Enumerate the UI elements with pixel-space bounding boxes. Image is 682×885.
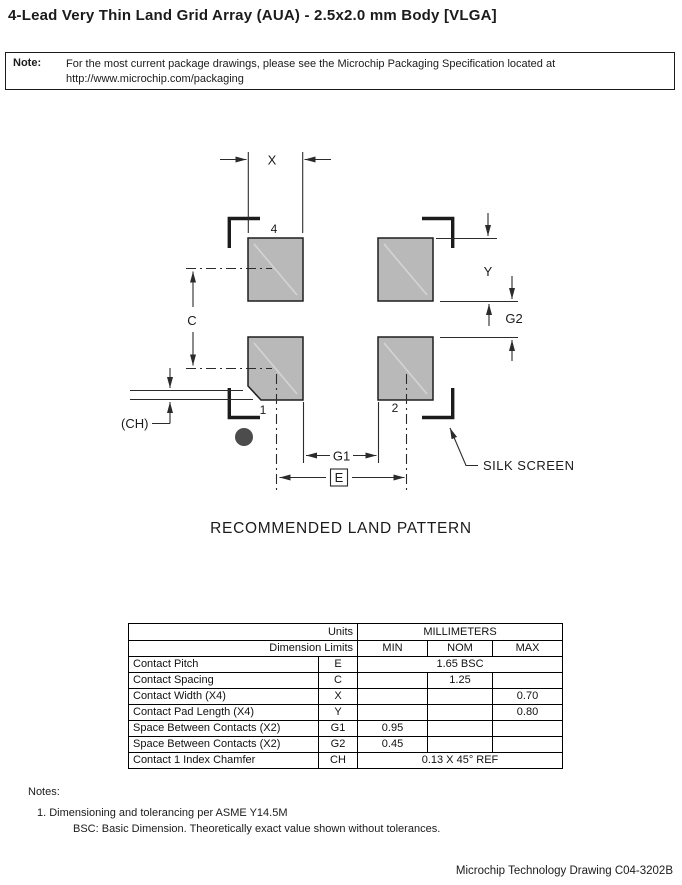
dimension-ch	[121, 368, 253, 431]
dim-symbol-cell: C	[319, 673, 358, 689]
notes-heading: Notes:	[28, 786, 60, 798]
units-value-cell: MILLIMETERS	[358, 624, 563, 641]
pin-2-label: 2	[391, 401, 399, 415]
note-line-2: http://www.microchip.com/packaging	[66, 73, 244, 85]
dim-name-cell: Contact Width (X4)	[129, 689, 319, 705]
dim-value-cell: 0.13 X 45° REF	[358, 753, 563, 769]
drawing-caption: RECOMMENDED LAND PATTERN	[210, 520, 472, 537]
note-label: Note:	[13, 57, 42, 69]
c-dim-label: C	[187, 313, 197, 328]
table-row	[129, 721, 563, 737]
note-line-1: For the most current package drawings, please see the Microchip Packaging Specification located at	[66, 58, 556, 70]
dimension-limits-cell: Dimension Limits	[129, 641, 358, 657]
dim-min-cell: 0.45	[358, 737, 428, 753]
dim-nom-cell	[428, 705, 493, 721]
dim-max-cell: 0.70	[493, 689, 563, 705]
dim-nom-cell	[428, 689, 493, 705]
table-row	[129, 753, 563, 769]
notes-item-1-sub: BSC: Basic Dimension. Theoretically exact value shown without tolerances.	[73, 823, 441, 835]
g2-dim-label: G2	[505, 311, 523, 326]
page-title: 4-Lead Very Thin Land Grid Array (AUA) - 2.5x2.0 mm Body [VLGA]	[8, 7, 497, 24]
dim-name-cell: Space Between Contacts (X2)	[129, 737, 319, 753]
dim-min-cell	[358, 689, 428, 705]
dimensions-table	[128, 623, 563, 769]
pin-1-label: 1	[259, 403, 267, 417]
g1-dim-label: G1	[332, 448, 351, 464]
dim-name-cell: Contact 1 Index Chamfer	[129, 753, 319, 769]
x-dim-label: X	[267, 152, 277, 168]
dim-min-cell	[358, 705, 428, 721]
table-row	[129, 657, 563, 673]
e-dim-label: E	[334, 470, 344, 485]
dim-max-cell: 0.80	[493, 705, 563, 721]
min-header-cell: MIN	[358, 641, 428, 657]
dim-symbol-cell: G1	[319, 721, 358, 737]
nom-header-cell: NOM	[428, 641, 493, 657]
dim-nom-cell	[428, 737, 493, 753]
notes-item-1: 1. Dimensioning and tolerancing per ASME Y14.5M	[37, 807, 288, 819]
dim-max-cell	[493, 721, 563, 737]
footer-drawing-number: Microchip Technology Drawing C04-3202B	[455, 865, 673, 877]
ch-dim-label: (CH)	[121, 416, 149, 431]
pin1-index-dot	[235, 428, 253, 446]
dim-nom-cell	[428, 721, 493, 737]
dim-symbol-cell: E	[319, 657, 358, 673]
dim-max-cell	[493, 737, 563, 753]
dim-symbol-cell: CH	[319, 753, 358, 769]
dim-name-cell: Space Between Contacts (X2)	[129, 721, 319, 737]
dim-value-cell: 1.65 BSC	[358, 657, 563, 673]
table-row-limits	[129, 641, 563, 657]
silk-screen-callout	[450, 428, 574, 473]
contact-pads	[248, 238, 433, 400]
table-row	[129, 689, 563, 705]
silk-screen-label: SILK SCREEN	[483, 458, 575, 473]
table-row	[129, 673, 563, 689]
max-header-cell: MAX	[493, 641, 563, 657]
dim-min-cell	[358, 673, 428, 689]
dimension-y-g2	[436, 213, 523, 361]
dim-symbol-cell: G2	[319, 737, 358, 753]
dim-symbol-cell: Y	[319, 705, 358, 721]
table-row-units	[129, 624, 563, 641]
pin-4-label: 4	[270, 222, 278, 236]
silk-screen-leader	[450, 428, 478, 466]
dim-symbol-cell: X	[319, 689, 358, 705]
dim-max-cell	[493, 673, 563, 689]
y-dim-label: Y	[483, 264, 493, 279]
dim-name-cell: Contact Pitch	[129, 657, 319, 673]
table-row	[129, 737, 563, 753]
table-row	[129, 705, 563, 721]
dim-nom-cell: 1.25	[428, 673, 493, 689]
dim-min-cell: 0.95	[358, 721, 428, 737]
units-label-cell: Units	[129, 624, 358, 641]
dim-name-cell: Contact Spacing	[129, 673, 319, 689]
dimension-x	[220, 152, 331, 233]
dim-name-cell: Contact Pad Length (X4)	[129, 705, 319, 721]
